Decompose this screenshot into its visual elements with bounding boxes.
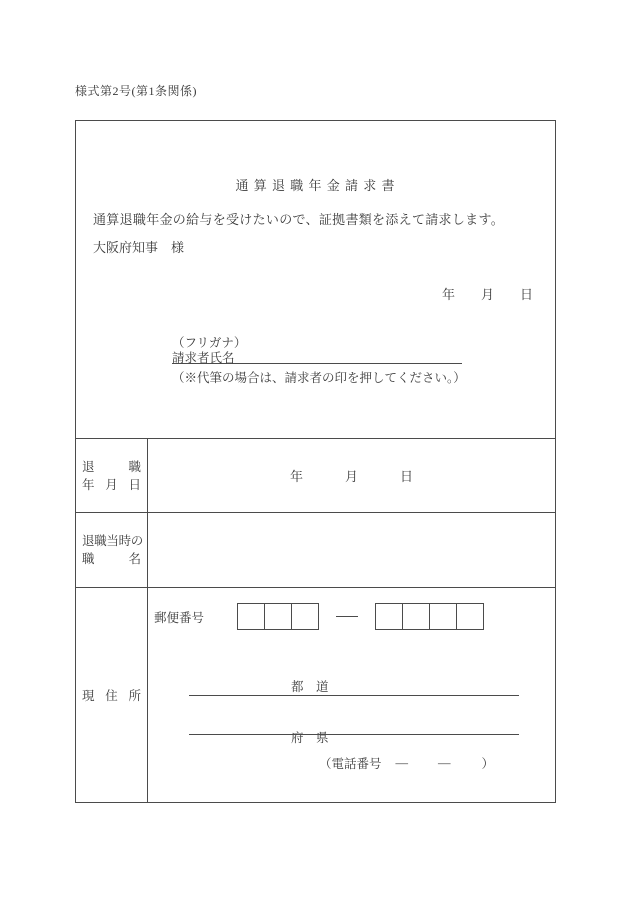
postal-code-cell (429, 603, 457, 630)
retirement-day-label: 日 (400, 469, 414, 484)
postal-code-boxes-second (375, 603, 484, 630)
request-sentence: 通算退職年金の給与を受けたいので、証拠書類を添えて請求します。 (93, 212, 505, 227)
addressee-line: 大阪府知事 様 (93, 240, 185, 255)
prefecture-label-line2: 府 県 (291, 731, 329, 745)
address-write-line-1 (189, 695, 519, 696)
postal-code-boxes-first (237, 603, 319, 630)
label-char: 所 (128, 688, 141, 703)
current-address-row (76, 587, 555, 803)
current-address-value-cell (148, 588, 555, 803)
label-char: 年 (82, 477, 95, 492)
postal-code-section (154, 603, 484, 630)
retirement-date-label-cell (76, 439, 148, 512)
retirement-date-row (76, 438, 555, 512)
prefecture-label-line1: 都 道 (291, 680, 329, 694)
label-char: 退 (82, 459, 95, 474)
job-title-value-cell (148, 513, 555, 587)
postal-code-separator-dash (336, 616, 358, 617)
postal-code-cell (402, 603, 430, 630)
retirement-year-label: 年 (289, 469, 303, 484)
postal-code-cell (456, 603, 484, 630)
proxy-signature-note: （※代筆の場合は、請求者の印を押してください。） (172, 371, 466, 385)
job-title-row (76, 512, 555, 587)
form-style-number: 様式第2号(第1条関係) (75, 84, 197, 98)
date-day-label: 日 (519, 287, 533, 302)
postal-code-cell (291, 603, 319, 630)
label-char: 日 (128, 477, 141, 492)
claimant-name-field (172, 348, 462, 364)
postal-code-cell (237, 603, 265, 630)
phone-label-open: （電話番号 (319, 757, 382, 771)
label-char: 職 (82, 552, 95, 566)
phone-separator-dash: — (395, 755, 409, 770)
address-write-line-2 (189, 734, 519, 735)
job-title-label-line2 (82, 550, 141, 568)
retirement-date-label-line2 (82, 476, 141, 494)
postal-code-label: 郵便番号 (154, 610, 205, 625)
form-title: 通 算 退 職 年 金 請 求 書 (235, 178, 396, 193)
phone-label-close: ） (481, 757, 495, 771)
retirement-month-label: 月 (344, 469, 358, 484)
current-address-label (82, 687, 141, 705)
retirement-date-label-line1 (82, 458, 141, 476)
job-title-label-line1: 退職当時の (82, 534, 144, 548)
form-outer-frame (75, 120, 556, 803)
retirement-date-value-cell (148, 439, 555, 512)
date-year-label: 年 (441, 287, 455, 302)
label-char: 職 (128, 459, 141, 474)
label-char: 名 (128, 552, 141, 566)
submission-date-line (442, 284, 533, 303)
current-address-label-cell (76, 588, 148, 803)
label-char: 住 (105, 688, 118, 703)
phone-number-line (319, 754, 494, 772)
label-char: 現 (82, 688, 95, 703)
job-title-label-cell (76, 513, 148, 587)
postal-code-cell (264, 603, 292, 630)
claimant-name-label: 請求者氏名 (172, 351, 235, 365)
postal-code-cell (375, 603, 403, 630)
furigana-label: （フリガナ） (172, 336, 247, 350)
label-char: 月 (105, 477, 118, 492)
phone-separator-dash: — (438, 755, 451, 770)
date-month-label: 月 (480, 287, 494, 302)
